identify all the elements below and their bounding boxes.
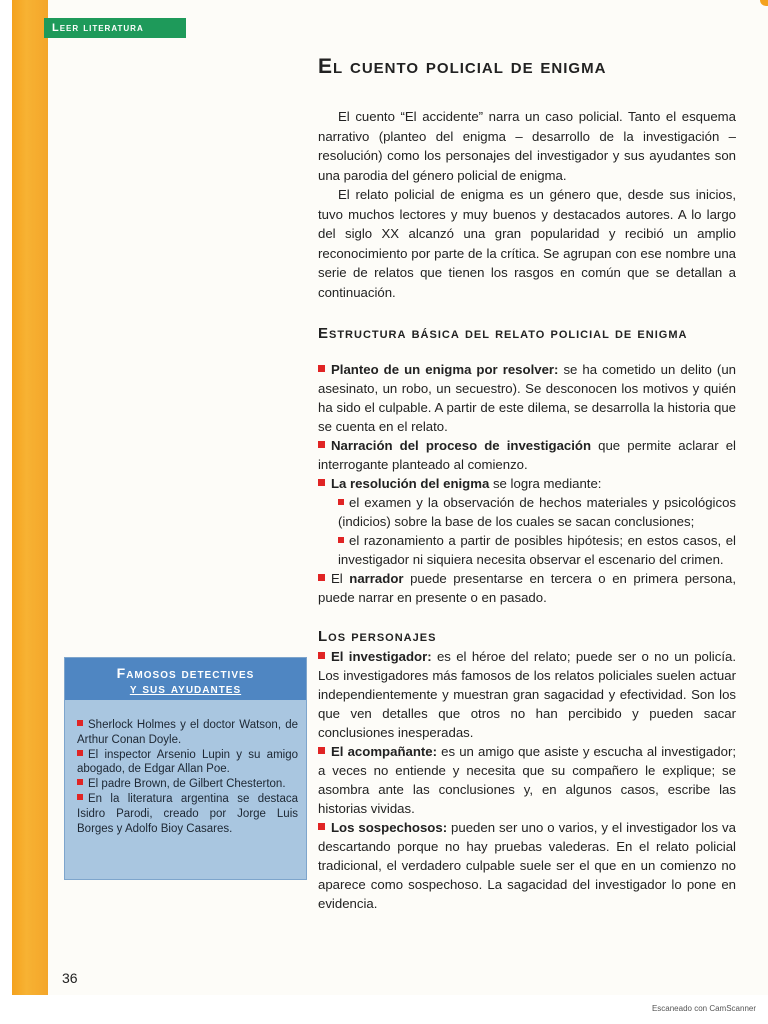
- list-item: [318, 742, 736, 818]
- sidebar-item-text: El inspector Arsenio Lupin y su amigo abogado, de Edgar Allan Poe.: [77, 748, 298, 776]
- sidebar-item: [77, 748, 298, 778]
- sidebar-item: [77, 718, 298, 748]
- item-text: pueden ser uno o varios, y el investigador los va descartando porque no hay pruebas valederas. En el relato policial tradicional, el verdadero culpable suele ser el que en un comienzo no aparece como sospechoso. La sagacidad del investigador lo pone en evidencia.: [318, 820, 736, 911]
- bullet-icon: [77, 720, 83, 726]
- bullet-icon: [338, 499, 344, 505]
- bullet-icon: [318, 652, 325, 659]
- item-term: narrador: [349, 571, 404, 586]
- section-tag: Leer literatura: [44, 18, 186, 38]
- item-term: Los sospechosos:: [331, 820, 448, 835]
- scanner-watermark: Escaneado con CamScanner: [651, 1004, 756, 1013]
- sidebar-item-text: En la literatura argentina se destaca Isidro Parodi, creado por Jorge Luis Borges y Adolfo Bioy Casares.: [77, 792, 298, 835]
- bullet-icon: [338, 537, 344, 543]
- bullet-icon: [318, 365, 325, 372]
- list-item: [318, 569, 736, 607]
- characters-heading: Los personajes: [318, 628, 437, 645]
- bullet-icon: [318, 823, 325, 830]
- structure-heading: Estructura básica del relato policial de enigma: [318, 325, 688, 342]
- sidebar-item: [77, 777, 298, 792]
- item-text: se logra mediante:: [489, 476, 602, 491]
- bullet-icon: [318, 574, 325, 581]
- item-text: puede presentarse en tercera o en primera persona, puede narrar en presente o en pasado.: [318, 571, 736, 605]
- corner-mark: [760, 0, 768, 6]
- sidebar-item-text: El padre Brown, de Gilbert Chesterton.: [88, 778, 286, 791]
- bullet-icon: [318, 479, 325, 486]
- item-text: es el héroe del relato; puede ser o no un policía. Los investigadores más famosos de los relatos policiales suelen actuar independientemente y muestran gran sagacidad y efectividad. Son los que ven detalles que otros no han percibido y pueden sacar conclusiones inesperadas.: [318, 649, 736, 740]
- page-title: El cuento policial de enigma: [318, 55, 607, 78]
- bullet-icon: [77, 779, 83, 785]
- sidebar-title-line: Famosos detectives: [116, 665, 255, 681]
- item-text: se ha cometido un delito (un asesinato, un robo, un secuestro). Se desconocen los motivos y quién ha sido el culpable. A partir de este dilema, se desarrolla la historia que se cuenta en el relato.: [318, 362, 736, 434]
- item-text: que permite aclarar el interrogante planteado al comienzo.: [318, 438, 736, 472]
- bullet-icon: [318, 441, 325, 448]
- list-item: [318, 360, 736, 436]
- item-text: el razonamiento a partir de posibles hipótesis; en estos casos, el investigador ni siquiera necesita observar el escenario del crimen.: [338, 533, 736, 567]
- item-term: El investigador:: [331, 649, 432, 664]
- list-item: [318, 818, 736, 913]
- item-text: el examen y la observación de hechos materiales y psicológicos (indicios) sobre la base de los cuales se sacan conclusiones;: [338, 495, 736, 529]
- intro-paragraph: El cuento “El accidente” narra un caso policial. Tanto el esquema narrativo (planteo del enigma – desarrollo de la investigación – resolución) como los personajes del investigador y sus ayudantes son una parodia del género policial de enigma.: [318, 109, 736, 183]
- intro: [318, 107, 736, 302]
- intro-paragraph: El relato policial de enigma es un género que, desde sus inicios, tuvo muchos lectores y muy buenos y destacados autores. A lo largo del siglo XX alcanzó una gran popularidad y recibió un amplio reconocimiento por parte de la crítica. Se agrupan con ese nombre una serie de relatos que tienen los rasgos en común que se detallan a continuación.: [318, 187, 736, 300]
- sidebar-item-text: Sherlock Holmes y el doctor Watson, de Arthur Conan Doyle.: [77, 719, 298, 746]
- margin-bar: [12, 0, 48, 995]
- sidebar-list: [65, 700, 306, 836]
- item-text: es un amigo que asiste y escucha al investigador; a veces no entiende y necesita que su compañero le explique; se asombra ante las conclusiones y, en algunos casos, escribe las historias vividas.: [318, 744, 736, 816]
- sidebar-title: [65, 658, 306, 700]
- item-term: La resolución del enigma: [331, 476, 490, 491]
- structure-list: [318, 360, 736, 607]
- list-item: [318, 474, 736, 493]
- main-content: [318, 55, 736, 913]
- bullet-icon: [77, 750, 83, 756]
- item-term: Narración del proceso de investigación: [331, 438, 592, 453]
- item-text: El: [331, 571, 350, 586]
- sub-list-item: [318, 531, 736, 569]
- bullet-icon: [77, 794, 83, 800]
- left-page-edge: [0, 0, 12, 1000]
- sub-list-item: [318, 493, 736, 531]
- item-term: El acompañante:: [331, 744, 438, 759]
- sidebar-title-line: y sus ayudantes: [129, 680, 242, 696]
- characters-list: [318, 647, 736, 913]
- page-number: 36: [62, 970, 78, 986]
- list-item: [318, 436, 736, 474]
- sidebar-item: [77, 792, 298, 836]
- list-item: [318, 647, 736, 742]
- bullet-icon: [318, 747, 325, 754]
- item-term: Planteo de un enigma por resolver:: [331, 362, 559, 377]
- detectives-sidebar: [64, 657, 307, 880]
